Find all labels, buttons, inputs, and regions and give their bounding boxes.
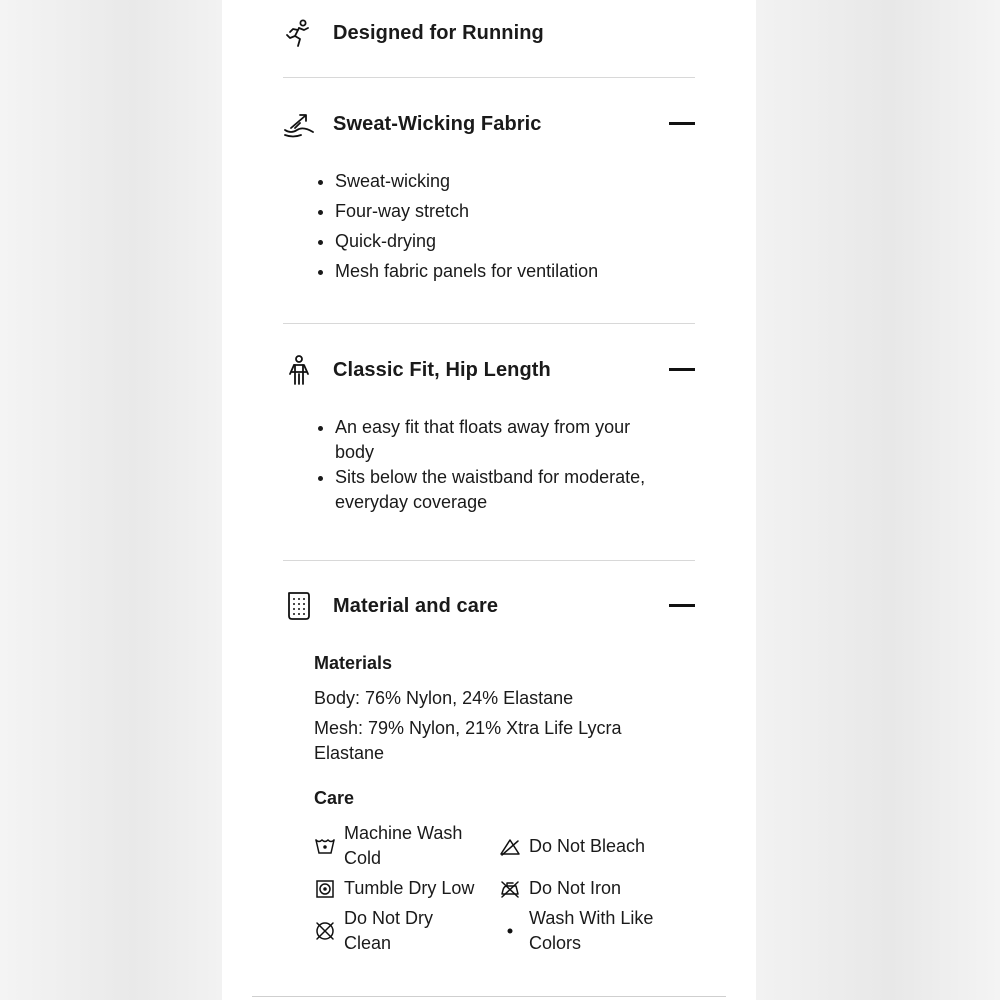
section-fabric-title: Sweat-Wicking Fabric	[333, 112, 542, 135]
background-left	[0, 0, 222, 1000]
material-body: Body: 76% Nylon, 24% Elastane	[314, 688, 574, 708]
running-person-icon	[283, 17, 315, 49]
divider	[283, 323, 695, 324]
divider	[252, 996, 726, 997]
care-label: Do Not Iron	[529, 878, 622, 898]
sweat-wicking-icon	[283, 108, 315, 140]
list-item: • Sweat-wicking	[335, 166, 598, 196]
divider	[283, 560, 695, 561]
divider	[283, 77, 695, 78]
fabric-swatch-icon	[283, 590, 315, 622]
details-content	[283, 0, 695, 1000]
fit-details-list	[315, 415, 665, 515]
list-item: • Quick-drying	[335, 226, 598, 256]
care-item-no-iron	[499, 876, 669, 901]
section-material-title: Material and care	[333, 594, 499, 617]
do-not-dry-clean-icon	[314, 920, 336, 942]
care-item-no-dry-clean	[314, 906, 484, 956]
do-not-iron-icon	[499, 878, 521, 900]
product-details-panel	[222, 0, 756, 1000]
section-fabric-header[interactable]	[283, 106, 695, 142]
fabric-features-list	[315, 166, 598, 286]
care-label: Do Not Dry Clean	[344, 908, 434, 953]
collapse-fabric-button[interactable]	[669, 122, 695, 125]
care-heading: Care	[314, 788, 355, 808]
material-mesh: Mesh: 79% Nylon, 21% Xtra Life Lycra Elastane	[314, 718, 622, 763]
do-not-bleach-icon	[499, 836, 521, 858]
list-item: • Sits below the waistband for moderate, everyday coverage	[335, 465, 665, 515]
care-label: Do Not Bleach	[529, 836, 646, 856]
care-item-no-bleach	[499, 834, 669, 859]
materials-heading: Materials	[314, 653, 393, 673]
tumble-dry-low-icon	[314, 878, 336, 900]
care-item-machine-wash	[314, 821, 484, 871]
section-running-header[interactable]	[283, 15, 695, 51]
bullet-icon	[499, 920, 521, 942]
list-item: • Mesh fabric panels for ventilation	[335, 256, 598, 286]
care-label: Wash With Like Colors	[529, 908, 654, 953]
care-label: Tumble Dry Low	[344, 878, 475, 898]
section-running-title: Designed for Running	[333, 21, 544, 44]
section-material-header[interactable]	[283, 588, 695, 624]
care-item-like-colors	[499, 906, 669, 956]
section-fit-header[interactable]	[283, 352, 695, 388]
care-item-tumble-dry	[314, 876, 484, 901]
machine-wash-cold-icon	[314, 835, 336, 857]
list-item: • An easy fit that floats away from your body	[335, 415, 665, 465]
collapse-material-button[interactable]	[669, 604, 695, 607]
care-label: Machine Wash Cold	[344, 823, 463, 868]
body-fit-icon	[283, 354, 315, 386]
section-fit-title: Classic Fit, Hip Length	[333, 358, 551, 381]
collapse-fit-button[interactable]	[669, 368, 695, 371]
list-item: • Four-way stretch	[335, 196, 598, 226]
background-right	[756, 0, 1000, 1000]
